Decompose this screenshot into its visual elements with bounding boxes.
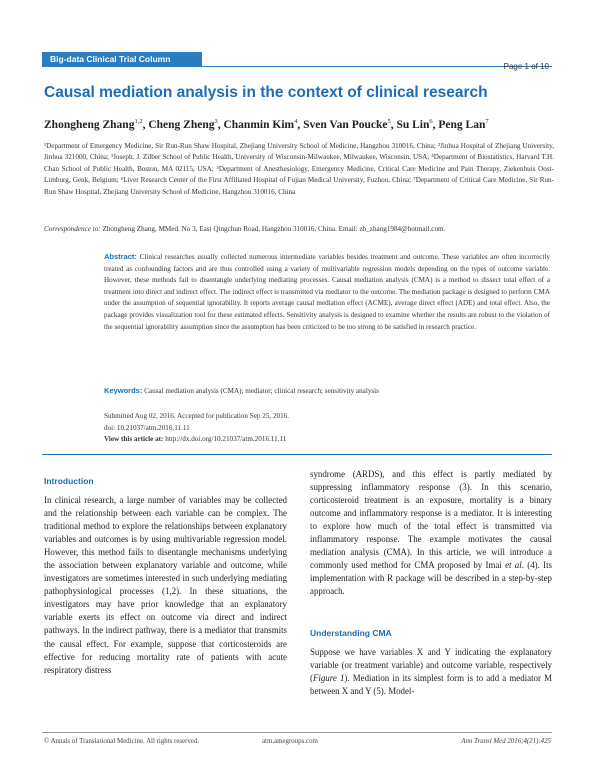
- affiliations: [44, 141, 554, 198]
- submitted-date: Submitted Aug 02, 2016. Accepted for publication Sep 25, 2016.: [104, 412, 290, 420]
- column-tag: Big-data Clinical Trial Column: [42, 52, 202, 67]
- site-url[interactable]: atm.amegroups.com: [262, 738, 318, 745]
- view-article-link[interactable]: http://dx.doi.org/10.21037/atm.2016.11.11: [165, 435, 287, 443]
- view-article: [104, 434, 550, 446]
- understanding-heading: Understanding CMA: [310, 628, 392, 638]
- intro-continued: [310, 468, 552, 598]
- author-affiliation-sup: 7: [485, 118, 489, 125]
- article-title: Causal mediation analysis in the context of clinical research: [44, 84, 488, 101]
- author-list: Zhongheng Zhang$^{1,2}$, Cheng Zheng$^3$, Chanmin Kim$^4$, Sven Van Poucke$^5$, Su Lin$^6$, Peng Lan$^7$: [44, 118, 489, 131]
- figure-ref[interactable]: Figure 1: [312, 673, 345, 684]
- understanding-paragraph: [310, 646, 552, 698]
- intro-continued-b: . (4). Its implementation with R package will be described in a step-by-step approach.: [310, 560, 552, 597]
- und-text-b: ). Mediation in its simplest form is to add a mediator M between X and Y (5). Model-: [310, 673, 553, 697]
- publication-info: [104, 411, 550, 446]
- keywords-label: Keywords:: [104, 386, 143, 395]
- author-name: Cheng Zheng: [148, 118, 215, 131]
- intro-column-2: [310, 468, 552, 598]
- intro-continued-a: syndrome (ARDS), and this effect is partly mediated by suppressing inflammatory response (3). In this scenario, corticosteroid treatment is an exposure, mortality is a binary outcome and inflammatory response is a mediator. It is interesting to explore how much of the total effect is transmitted via inflammatory response. The example motivates the causal mediation analysis (CMA). In this article, we will introduce a commonly used method for CMA proposed by Imai: [310, 469, 552, 571]
- page-number: Page 1 of 10: [503, 62, 549, 71]
- author-name: Zhongheng Zhang: [44, 118, 135, 131]
- author-affiliation-sup: 4: [294, 118, 298, 125]
- und-text-a: Suppose we have variables X and Y indicating the explanatory variable (or treatment variable) and outcome variable, respectively (: [310, 647, 552, 684]
- citation-text: Ann Transl Med 2016;4(21):425: [461, 738, 551, 745]
- footer-rule: [42, 732, 552, 733]
- copyright: © Annals of Translational Medicine. All rights reserved.: [44, 738, 200, 745]
- section-rule: [42, 454, 552, 455]
- citation: [461, 738, 551, 745]
- correspondence: [44, 224, 554, 235]
- correspondence-text: Zhongheng Zhang, MMed. No 3, East Qingchun Road, Hangzhou 310016, China. Email: zh_zhang1984@hotmail.com.: [102, 225, 446, 233]
- abstract: [104, 251, 550, 333]
- doi: doi: 10.21037/atm.2016.11.11: [104, 423, 190, 432]
- keywords-text: Causal mediation analysis (CMA); mediator; clinical research; sensitivity analysis: [144, 387, 379, 395]
- intro-column-1: [44, 494, 287, 677]
- keywords: [104, 386, 550, 395]
- affiliations-text: ¹Department of Emergency Medicine, Sir Run-Run Shaw Hospital, Zhejiang University School of Medicine, Hangzhou 310016, China; ²Jinhua Hospital of Zhejiang University, Jinhua 321000, China; ³Joseph. J. Zilber School of Public Health, University of Wisconsin-Milwaukee, Milwaukee, Wisconsin, USA; ⁴Department of Biostatistics, Harvard T.H. Chan School of Public Health, Boston, MA 02115, USA; ⁵Department of Anesthesiology, Emergency Medicine, Critical Care Medicine and Pain Therapy, Ziekenhuis Oost-Limburg, Genk, Belgium; ⁶Liver Research Center of the First Affiliated Hospital of Fujian Medical University, Fuzhou, China; ⁷Department of Critical Care Medicine, Sir Run-Run Shaw Hospital, Zhejiang University School of Medicine, Hangzhou 310016, China: [44, 142, 554, 196]
- intro-paragraph: In clinical research, a large number of variables may be collected and the relationship between each variable can be complex. The traditional method to explore the relationships between explanatory variables and outcomes is by using multivariable regression model. However, this method fails to disentangle mechanisms underlying the association between explanatory variable and outcome, while investigators are sometimes interested in such underlying mediating pathophysiological processes (1,2). In these situations, the investigators may have prior knowledge that an explanatory variable exerts its effect on outcome via direct and indirect pathways. In the indirect pathway, there is a mediator that transmits the causal effect. For example, suppose that corticosteroids are effective for reducing mortality rate of patients with acute respiratory distress: [44, 495, 287, 675]
- author-affiliation-sup: 3: [214, 118, 218, 125]
- understanding-column: [310, 646, 552, 698]
- author-name: Su Lin: [396, 118, 430, 131]
- view-article-label: View this article at:: [104, 435, 164, 443]
- author-name: Peng Lan: [438, 118, 486, 131]
- author-affiliation-sup: 6: [429, 118, 433, 125]
- abstract-label: Abstract:: [104, 252, 137, 261]
- introduction-heading: Introduction: [44, 476, 94, 486]
- author-affiliation-sup: 5: [387, 118, 391, 125]
- header-rule: [42, 66, 552, 67]
- author-affiliation-sup: 1,2: [134, 118, 143, 125]
- et-al: et al: [505, 560, 522, 571]
- abstract-text: Clinical researches usually collected numerous intermediate variables besides treatment and outcome. These variables are often incorrectly treated as confounding factors and are thus controlled using a variety of multivariable regression models depending on the types of outcome variable. However, these methods fail to disentangle underlying mediating processes. Causal mediation analysis (CMA) is a method to dissect total effect of a treatment into direct and indirect effect. The indirect effect is transmitted via mediator to the outcome. The mediation package is designed to perform CMA under the assumption of sequential ignorability. It reports average causal mediation effect (ACME), average direct effect (ADE) and total effect. Also, the package provides visualization tool for these estimated effects. Sensitivity analysis is designed to examine whether the results are robust to the violation of the sequential ignorability assumption since the assumption has been criticized to be too strong to be satisfied in research practice.: [104, 253, 550, 331]
- author-name: Sven Van Poucke: [303, 118, 388, 131]
- correspondence-label: Correspondence to:: [44, 225, 101, 233]
- author-name: Chanmin Kim: [223, 118, 295, 131]
